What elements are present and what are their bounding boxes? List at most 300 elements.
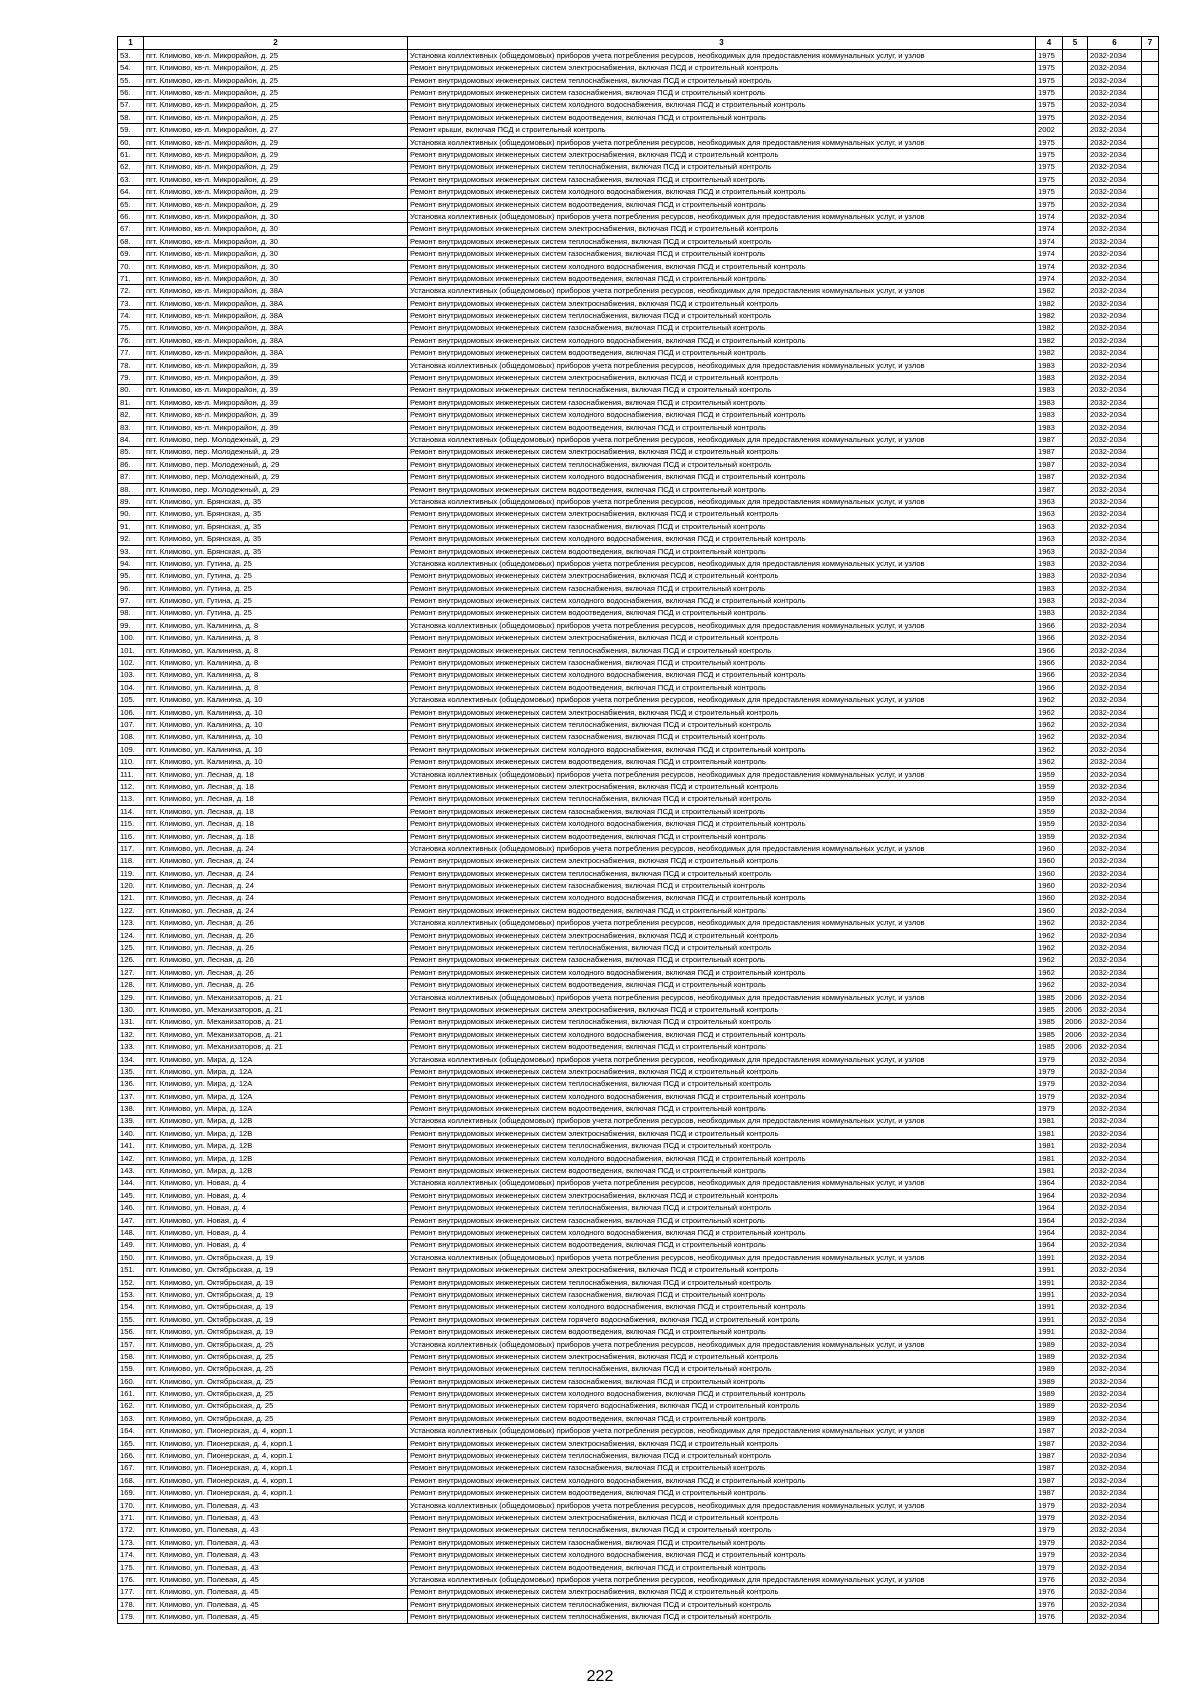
period-cell: 2032-2034 [1088,273,1142,285]
repair-year-cell [1063,1053,1088,1065]
table-row [118,1152,1159,1164]
note-cell [1142,1549,1159,1561]
row-number: 62. [118,161,144,173]
note-cell [1142,520,1159,532]
work-type-cell: Ремонт внутридомовых инженерных систем водоотведения, включая ПСД и строительный контроль [408,347,1036,359]
address-cell: пгт. Климово, ул. Механизаторов, д. 21 [144,1041,408,1053]
row-number: 178. [118,1598,144,1610]
note-cell [1142,1276,1159,1288]
period-cell: 2032-2034 [1088,681,1142,693]
address-cell: пгт. Климово, ул. Полевая, д. 45 [144,1574,408,1586]
address-cell: пгт. Климово, кв-л. Микрорайон, д. 29 [144,161,408,173]
period-cell: 2032-2034 [1088,1363,1142,1375]
note-cell [1142,1487,1159,1499]
period-cell: 2032-2034 [1088,979,1142,991]
build-year-cell: 1975 [1036,74,1063,86]
row-number: 157. [118,1338,144,1350]
repair-year-cell [1063,917,1088,929]
table-row [118,533,1159,545]
note-cell [1142,1313,1159,1325]
period-cell: 2032-2034 [1088,396,1142,408]
work-type-cell: Ремонт внутридомовых инженерных систем водоотведения, включая ПСД и строительный контроль [408,1412,1036,1424]
work-type-cell: Ремонт внутридомовых инженерных систем холодного водоснабжения, включая ПСД и строительный контроль [408,1090,1036,1102]
row-number: 87. [118,471,144,483]
table-row [118,1214,1159,1226]
build-year-cell: 1962 [1036,966,1063,978]
work-type-cell: Установка коллективных (общедомовых) приборов учета потребления ресурсов, необходимых для предоставления коммунальных услуг, и узлов [408,917,1036,929]
address-cell: пгт. Климово, ул. Новая, д. 4 [144,1227,408,1239]
period-cell: 2032-2034 [1088,1041,1142,1053]
work-type-cell: Ремонт внутридомовых инженерных систем электроснабжения, включая ПСД и строительный контроль [408,1586,1036,1598]
note-cell [1142,384,1159,396]
note-cell [1142,1115,1159,1127]
address-cell: пгт. Климово, ул. Гутина, д. 25 [144,582,408,594]
repair-year-cell [1063,904,1088,916]
work-type-cell: Установка коллективных (общедомовых) приборов учета потребления ресурсов, необходимых для предоставления коммунальных услуг, и узлов [408,359,1036,371]
table-row [118,260,1159,272]
table-row [118,409,1159,421]
row-number: 129. [118,991,144,1003]
period-cell: 2032-2034 [1088,1499,1142,1511]
column-number: 4 [1036,37,1063,50]
row-number: 133. [118,1041,144,1053]
period-cell: 2032-2034 [1088,1450,1142,1462]
row-number: 163. [118,1412,144,1424]
note-cell [1142,892,1159,904]
address-cell: пгт. Климово, кв-л. Микрорайон, д. 38А [144,322,408,334]
row-number: 102. [118,657,144,669]
repair-year-cell [1063,1363,1088,1375]
work-type-cell: Установка коллективных (общедомовых) приборов учета потребления ресурсов, необходимых для предоставления коммунальных услуг, и узлов [408,1499,1036,1511]
row-number: 91. [118,520,144,532]
row-number: 72. [118,285,144,297]
table-row [118,632,1159,644]
repair-year-cell [1063,260,1088,272]
row-number: 123. [118,917,144,929]
period-cell: 2032-2034 [1088,1326,1142,1338]
note-cell [1142,1202,1159,1214]
work-type-cell: Ремонт внутридомовых инженерных систем водоотведения, включая ПСД и строительный контроль [408,545,1036,557]
work-type-cell: Ремонт внутридомовых инженерных систем газоснабжения, включая ПСД и строительный контроль [408,87,1036,99]
period-cell: 2032-2034 [1088,1598,1142,1610]
note-cell [1142,681,1159,693]
period-cell: 2032-2034 [1088,260,1142,272]
period-cell: 2032-2034 [1088,1004,1142,1016]
table-row [118,619,1159,631]
address-cell: пгт. Климово, ул. Октябрьская, д. 19 [144,1326,408,1338]
period-cell: 2032-2034 [1088,1536,1142,1548]
build-year-cell: 1987 [1036,434,1063,446]
build-year-cell: 1962 [1036,743,1063,755]
period-cell: 2032-2034 [1088,1053,1142,1065]
work-type-cell: Ремонт внутридомовых инженерных систем водоотведения, включая ПСД и строительный контроль [408,607,1036,619]
period-cell: 2032-2034 [1088,1103,1142,1115]
table-row [118,1487,1159,1499]
period-cell: 2032-2034 [1088,768,1142,780]
build-year-cell: 1962 [1036,954,1063,966]
work-type-cell: Установка коллективных (общедомовых) приборов учета потребления ресурсов, необходимых для предоставления коммунальных услуг, и узлов [408,496,1036,508]
repair-year-cell [1063,1165,1088,1177]
address-cell: пгт. Климово, кв-л. Микрорайон, д. 29 [144,173,408,185]
row-number: 95. [118,570,144,582]
address-cell: пгт. Климово, ул. Лесная, д. 18 [144,830,408,842]
build-year-cell: 1982 [1036,285,1063,297]
work-type-cell: Ремонт внутридомовых инженерных систем холодного водоснабжения, включая ПСД и строительный контроль [408,260,1036,272]
table-row [118,1251,1159,1263]
build-year-cell: 1959 [1036,781,1063,793]
work-type-cell: Ремонт внутридомовых инженерных систем водоотведения, включая ПСД и строительный контроль [408,756,1036,768]
address-cell: пгт. Климово, ул. Новая, д. 4 [144,1189,408,1201]
address-cell: пгт. Климово, ул. Мира, д. 12В [144,1165,408,1177]
address-cell: пгт. Климово, ул. Калинина, д. 8 [144,669,408,681]
build-year-cell: 1983 [1036,582,1063,594]
table-row [118,396,1159,408]
build-year-cell: 1976 [1036,1598,1063,1610]
repair-year-cell [1063,111,1088,123]
period-cell: 2032-2034 [1088,1425,1142,1437]
period-cell: 2032-2034 [1088,1412,1142,1424]
work-type-cell: Установка коллективных (общедомовых) приборов учета потребления ресурсов, необходимых для предоставления коммунальных услуг, и узлов [408,768,1036,780]
repair-year-cell [1063,843,1088,855]
build-year-cell: 1989 [1036,1400,1063,1412]
note-cell [1142,471,1159,483]
address-cell: пгт. Климово, ул. Лесная, д. 24 [144,855,408,867]
period-cell: 2032-2034 [1088,929,1142,941]
address-cell: пгт. Климово, ул. Калинина, д. 10 [144,743,408,755]
build-year-cell: 2002 [1036,124,1063,136]
build-year-cell: 1979 [1036,1078,1063,1090]
repair-year-cell [1063,533,1088,545]
table-row [118,657,1159,669]
row-number: 131. [118,1016,144,1028]
row-number: 149. [118,1239,144,1251]
repair-year-cell [1063,929,1088,941]
build-year-cell: 1966 [1036,669,1063,681]
repair-year-cell [1063,496,1088,508]
address-cell: пгт. Климово, кв-л. Микрорайон, д. 39 [144,372,408,384]
repair-year-cell [1063,273,1088,285]
row-number: 177. [118,1586,144,1598]
work-type-cell: Ремонт внутридомовых инженерных систем теплоснабжения, включая ПСД и строительный контроль [408,310,1036,322]
row-number: 94. [118,558,144,570]
row-number: 130. [118,1004,144,1016]
row-number: 76. [118,334,144,346]
row-number: 118. [118,855,144,867]
address-cell: пгт. Климово, пер. Молодежный, д. 29 [144,483,408,495]
address-cell: пгт. Климово, ул. Лесная, д. 24 [144,843,408,855]
work-type-cell: Ремонт внутридомовых инженерных систем горячего водоснабжения, включая ПСД и строительный контроль [408,1400,1036,1412]
table-row [118,359,1159,371]
period-cell: 2032-2034 [1088,731,1142,743]
build-year-cell: 1989 [1036,1351,1063,1363]
row-number: 69. [118,248,144,260]
repair-year-cell [1063,359,1088,371]
build-year-cell: 1960 [1036,892,1063,904]
work-type-cell: Ремонт внутридомовых инженерных систем электроснабжения, включая ПСД и строительный контроль [408,1512,1036,1524]
build-year-cell: 1987 [1036,458,1063,470]
build-year-cell: 1985 [1036,1016,1063,1028]
note-cell [1142,1214,1159,1226]
table-row [118,1028,1159,1040]
note-cell [1142,1474,1159,1486]
work-type-cell: Ремонт внутридомовых инженерных систем электроснабжения, включая ПСД и строительный контроль [408,62,1036,74]
work-type-cell: Ремонт внутридомовых инженерных систем холодного водоснабжения, включая ПСД и строительный контроль [408,1301,1036,1313]
build-year-cell: 1974 [1036,211,1063,223]
work-type-cell: Установка коллективных (общедомовых) приборов учета потребления ресурсов, необходимых для предоставления коммунальных услуг, и узлов [408,991,1036,1003]
build-year-cell: 1981 [1036,1115,1063,1127]
period-cell: 2032-2034 [1088,297,1142,309]
row-number: 66. [118,211,144,223]
work-type-cell: Ремонт внутридомовых инженерных систем газоснабжения, включая ПСД и строительный контроль [408,731,1036,743]
repair-year-cell [1063,50,1088,62]
repair-year-cell [1063,1425,1088,1437]
row-number: 142. [118,1152,144,1164]
build-year-cell: 1974 [1036,235,1063,247]
table-row [118,892,1159,904]
work-type-cell: Ремонт внутридомовых инженерных систем теплоснабжения, включая ПСД и строительный контроль [408,1202,1036,1214]
work-type-cell: Установка коллективных (общедомовых) приборов учета потребления ресурсов, необходимых для предоставления коммунальных услуг, и узлов [408,434,1036,446]
row-number: 56. [118,87,144,99]
repair-year-cell [1063,818,1088,830]
note-cell [1142,545,1159,557]
table-row [118,1227,1159,1239]
period-cell: 2032-2034 [1088,954,1142,966]
table-row [118,248,1159,260]
address-cell: пгт. Климово, ул. Брянская, д. 35 [144,496,408,508]
note-cell [1142,743,1159,755]
address-cell: пгт. Климово, ул. Пионерская, д. 4, корп.1 [144,1462,408,1474]
build-year-cell: 1987 [1036,1450,1063,1462]
repair-year-cell [1063,1338,1088,1350]
address-cell: пгт. Климово, ул. Калинина, д. 10 [144,706,408,718]
note-cell [1142,409,1159,421]
address-cell: пгт. Климово, кв-л. Микрорайон, д. 30 [144,260,408,272]
note-cell [1142,1363,1159,1375]
build-year-cell: 1962 [1036,706,1063,718]
address-cell: пгт. Климово, ул. Октябрьская, д. 25 [144,1363,408,1375]
period-cell: 2032-2034 [1088,1140,1142,1152]
work-type-cell: Установка коллективных (общедомовых) приборов учета потребления ресурсов, необходимых для предоставления коммунальных услуг, и узлов [408,1251,1036,1263]
repair-year-cell [1063,855,1088,867]
work-type-cell: Установка коллективных (общедомовых) приборов учета потребления ресурсов, необходимых для предоставления коммунальных услуг, и узлов [408,1425,1036,1437]
row-number: 124. [118,929,144,941]
note-cell [1142,954,1159,966]
note-cell [1142,1227,1159,1239]
build-year-cell: 1976 [1036,1611,1063,1623]
period-cell: 2032-2034 [1088,1152,1142,1164]
work-type-cell: Установка коллективных (общедомовых) приборов учета потребления ресурсов, необходимых для предоставления коммунальных услуг, и узлов [408,211,1036,223]
row-number: 75. [118,322,144,334]
note-cell [1142,260,1159,272]
build-year-cell: 1983 [1036,595,1063,607]
note-cell [1142,1524,1159,1536]
build-year-cell: 1985 [1036,1004,1063,1016]
note-cell [1142,285,1159,297]
table-row [118,173,1159,185]
row-number: 132. [118,1028,144,1040]
table-row [118,768,1159,780]
address-cell: пгт. Климово, ул. Полевая, д. 43 [144,1561,408,1573]
repair-year-cell [1063,607,1088,619]
table-row [118,929,1159,941]
repair-year-cell [1063,1227,1088,1239]
work-type-cell: Ремонт внутридомовых инженерных систем водоотведения, включая ПСД и строительный контроль [408,1041,1036,1053]
period-cell: 2032-2034 [1088,619,1142,631]
build-year-cell: 1962 [1036,719,1063,731]
address-cell: пгт. Климово, ул. Гутина, д. 25 [144,595,408,607]
note-cell [1142,446,1159,458]
repair-year-cell [1063,966,1088,978]
period-cell: 2032-2034 [1088,434,1142,446]
repair-year-cell [1063,1289,1088,1301]
repair-year-cell [1063,446,1088,458]
table-row [118,446,1159,458]
row-number: 77. [118,347,144,359]
period-cell: 2032-2034 [1088,446,1142,458]
table-row [118,942,1159,954]
address-cell: пгт. Климово, кв-л. Микрорайон, д. 29 [144,149,408,161]
build-year-cell: 1979 [1036,1524,1063,1536]
work-type-cell: Ремонт внутридомовых инженерных систем газоснабжения, включая ПСД и строительный контроль [408,1289,1036,1301]
address-cell: пгт. Климово, кв-л. Микрорайон, д. 25 [144,74,408,86]
row-number: 86. [118,458,144,470]
table-row [118,743,1159,755]
repair-year-cell [1063,62,1088,74]
table-row [118,186,1159,198]
address-cell: пгт. Климово, ул. Мира, д. 12А [144,1066,408,1078]
period-cell: 2032-2034 [1088,508,1142,520]
repair-year-cell [1063,743,1088,755]
table-row [118,1276,1159,1288]
build-year-cell: 1991 [1036,1276,1063,1288]
repair-year-cell: 2006 [1063,1041,1088,1053]
address-cell: пгт. Климово, кв-л. Микрорайон, д. 25 [144,111,408,123]
repair-year-cell [1063,1388,1088,1400]
address-cell: пгт. Климово, кв-л. Микрорайон, д. 38А [144,347,408,359]
period-cell: 2032-2034 [1088,558,1142,570]
work-type-cell: Ремонт внутридомовых инженерных систем холодного водоснабжения, включая ПСД и строительный контроль [408,99,1036,111]
row-number: 155. [118,1313,144,1325]
work-type-cell: Ремонт внутридомовых инженерных систем водоотведения, включая ПСД и строительный контроль [408,830,1036,842]
note-cell [1142,1041,1159,1053]
note-cell [1142,582,1159,594]
note-cell [1142,706,1159,718]
work-type-cell: Ремонт внутридомовых инженерных систем водоотведения, включая ПСД и строительный контроль [408,681,1036,693]
table-row [118,756,1159,768]
build-year-cell: 1960 [1036,867,1063,879]
table-row [118,1338,1159,1350]
work-type-cell: Ремонт внутридомовых инженерных систем холодного водоснабжения, включая ПСД и строительный контроль [408,1474,1036,1486]
table-row [118,273,1159,285]
row-number: 67. [118,223,144,235]
note-cell [1142,297,1159,309]
build-year-cell: 1966 [1036,657,1063,669]
work-type-cell: Ремонт внутридомовых инженерных систем газоснабжения, включая ПСД и строительный контроль [408,805,1036,817]
table-row [118,74,1159,86]
period-cell: 2032-2034 [1088,211,1142,223]
period-cell: 2032-2034 [1088,1227,1142,1239]
repair-year-cell [1063,1549,1088,1561]
period-cell: 2032-2034 [1088,1189,1142,1201]
work-type-cell: Ремонт внутридомовых инженерных систем электроснабжения, включая ПСД и строительный контроль [408,1351,1036,1363]
period-cell: 2032-2034 [1088,669,1142,681]
repair-year-cell [1063,1276,1088,1288]
repair-year-cell [1063,942,1088,954]
note-cell [1142,1425,1159,1437]
row-number: 108. [118,731,144,743]
address-cell: пгт. Климово, ул. Лесная, д. 18 [144,793,408,805]
build-year-cell: 1989 [1036,1375,1063,1387]
row-number: 119. [118,867,144,879]
row-number: 161. [118,1388,144,1400]
column-number: 3 [408,37,1036,50]
row-number: 73. [118,297,144,309]
build-year-cell: 1975 [1036,186,1063,198]
address-cell: пгт. Климово, пер. Молодежный, д. 29 [144,446,408,458]
work-type-cell: Ремонт внутридомовых инженерных систем газоснабжения, включая ПСД и строительный контроль [408,657,1036,669]
row-number: 116. [118,830,144,842]
repair-year-cell [1063,384,1088,396]
row-number: 146. [118,1202,144,1214]
period-cell: 2032-2034 [1088,471,1142,483]
period-cell: 2032-2034 [1088,248,1142,260]
table-row [118,62,1159,74]
build-year-cell: 1975 [1036,62,1063,74]
table-row [118,954,1159,966]
table-row [118,669,1159,681]
address-cell: пгт. Климово, ул. Мира, д. 12А [144,1103,408,1115]
table-row [118,867,1159,879]
table-row [118,830,1159,842]
row-number: 111. [118,768,144,780]
note-cell [1142,508,1159,520]
address-cell: пгт. Климово, кв-л. Микрорайон, д. 25 [144,62,408,74]
build-year-cell: 1983 [1036,384,1063,396]
note-cell [1142,322,1159,334]
build-year-cell: 1975 [1036,50,1063,62]
work-type-cell: Установка коллективных (общедомовых) приборов учета потребления ресурсов, необходимых для предоставления коммунальных услуг, и узлов [408,50,1036,62]
repair-year-cell [1063,1437,1088,1449]
build-year-cell: 1985 [1036,1041,1063,1053]
repair-year-cell [1063,173,1088,185]
table-row [118,211,1159,223]
build-year-cell: 1959 [1036,793,1063,805]
note-cell [1142,1338,1159,1350]
note-cell [1142,1165,1159,1177]
work-type-cell: Ремонт внутридомовых инженерных систем водоотведения, включая ПСД и строительный контроль [408,1239,1036,1251]
build-year-cell: 1989 [1036,1388,1063,1400]
period-cell: 2032-2034 [1088,694,1142,706]
row-number: 63. [118,173,144,185]
table-row [118,124,1159,136]
address-cell: пгт. Климово, ул. Новая, д. 4 [144,1214,408,1226]
build-year-cell: 1959 [1036,768,1063,780]
build-year-cell: 1975 [1036,161,1063,173]
period-cell: 2032-2034 [1088,1512,1142,1524]
table-row [118,917,1159,929]
row-number: 107. [118,719,144,731]
repair-year-cell: 2006 [1063,1028,1088,1040]
table-row [118,719,1159,731]
note-cell [1142,619,1159,631]
period-cell: 2032-2034 [1088,136,1142,148]
build-year-cell: 1987 [1036,446,1063,458]
work-type-cell: Ремонт внутридомовых инженерных систем холодного водоснабжения, включая ПСД и строительный контроль [408,595,1036,607]
work-type-cell: Ремонт внутридомовых инженерных систем электроснабжения, включая ПСД и строительный контроль [408,855,1036,867]
note-cell [1142,310,1159,322]
period-cell: 2032-2034 [1088,1313,1142,1325]
period-cell: 2032-2034 [1088,87,1142,99]
